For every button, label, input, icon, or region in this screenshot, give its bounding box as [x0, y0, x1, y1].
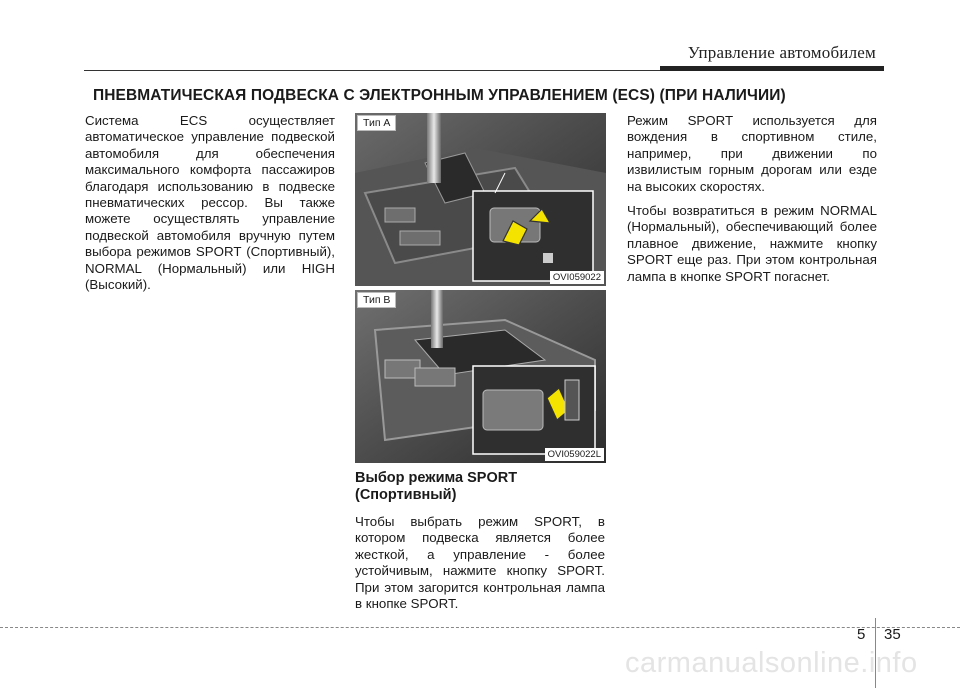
footer-rule: [0, 627, 960, 628]
watermark: carmanualsonline.info: [625, 647, 918, 679]
chapter-title: Управление автомобилем: [687, 43, 876, 62]
figure-a-code: OVI059022: [550, 271, 604, 284]
figure-type-a: [355, 113, 606, 286]
section-number: 5: [857, 626, 866, 643]
usage-paragraph-2: Чтобы возвратиться в режим NORMAL (Нормальный), обеспечивающий более плавное движение, нажмите кнопку SPORT еще раз. При этом контрольная лампа в кнопке SPORT погаснет.: [627, 203, 877, 284]
figure-type-b: [355, 290, 606, 463]
sport-mode-column: [355, 470, 605, 620]
usage-paragraph-1: Режим SPORT используется для вождения в спортивном стиле, например, при движении по извилистым горным дорогам или езде на высоких скоростях.: [627, 113, 877, 194]
page-number: 35: [884, 626, 901, 643]
header-rule-accent: [660, 66, 884, 71]
intro-paragraph: Система ECS осуществляет автоматическое управление подвеской автомобиля для обеспечения максимального комфорта пассажиров благодаря использованию в подвеске пневматических рессор. Вы также можете осуществлять управление подвеской автомобиля вручную путем выбора режимов SPORT (Спортивный), NORMAL (Нормальный) или HIGH (Высокий).: [85, 113, 335, 293]
sport-mode-paragraph: Чтобы выбрать режим SPORT, в котором подвеска является более жесткой, а управление - более устойчивым, нажмите кнопку SPORT. При этом загорится контрольная лампа в кнопке SPORT.: [355, 514, 605, 612]
gear-console-photo-a: [355, 113, 606, 286]
intro-column: [85, 113, 335, 301]
figure-a-label: Тип А: [357, 115, 396, 131]
figure-b-code: OVI059022L: [545, 448, 604, 461]
figure-b-label: Тип В: [357, 292, 396, 308]
section-title: ПНЕВМАТИЧЕСКАЯ ПОДВЕСКА С ЭЛЕКТРОННЫМ УПРАВЛЕНИЕМ (ECS) (ПРИ НАЛИЧИИ): [93, 87, 786, 104]
sport-mode-heading: Выбор режима SPORT (Спортивный): [355, 470, 518, 503]
usage-column: [627, 113, 877, 293]
gear-console-photo-b: [355, 290, 606, 463]
